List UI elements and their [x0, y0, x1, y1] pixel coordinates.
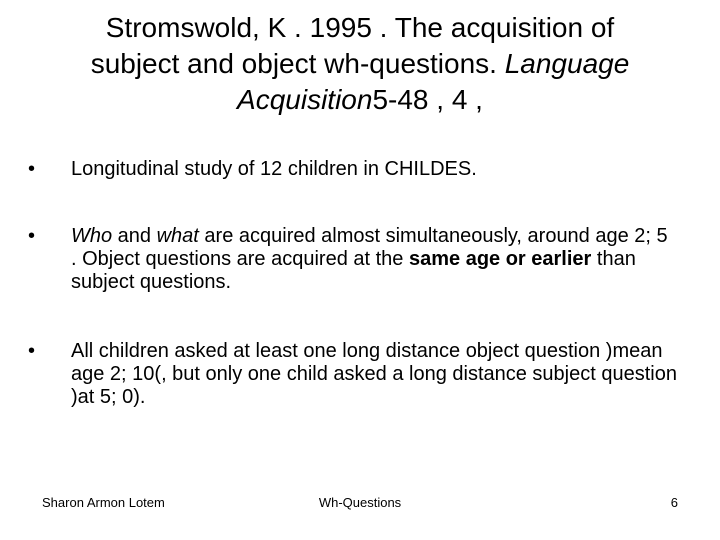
bullet-marker: • — [28, 158, 36, 180]
bullet-marker: • — [28, 225, 36, 247]
title-line-1-text: Stromswold, K . 1995 . The acquisition of — [105, 12, 615, 43]
footer-page-number: 6 — [670, 495, 678, 510]
title-citation-numbers: 5-48 , 4 , — [372, 84, 483, 115]
bullet-text-rest-1: are acquired almost simultaneously, around age 2; 5 . Object questions are acquired at the — [71, 225, 668, 270]
bullet-marker: • — [28, 340, 36, 362]
title-line-2-text: subject and object wh-questions. — [90, 48, 505, 79]
title-journal-name-cont: Acquisition — [237, 84, 373, 115]
bullet-text-rest-2: than subject questions. — [71, 248, 636, 293]
bullet-bold-phrase: same age or earlier — [408, 248, 592, 270]
title-line-3 — [20, 82, 700, 118]
footer-author: Sharon Armon Lotem — [42, 495, 165, 510]
bullet-item-long-distance — [28, 340, 678, 409]
title-journal-name: Language — [504, 48, 630, 79]
title-line-1 — [20, 10, 700, 46]
bullet-item-longitudinal — [28, 158, 678, 181]
bullet-text: Longitudinal study of 12 children in CHILDES. — [71, 158, 477, 180]
bullet-list — [28, 158, 678, 409]
title-line-2 — [20, 46, 700, 82]
bullet-item-who-what — [28, 225, 678, 294]
bullet-word-what: what — [156, 225, 199, 247]
footer-topic: Wh-Questions — [318, 495, 402, 510]
bullet-text: All children asked at least one long distance object question )mean age 2; 10(, but only one child asked a long distance subject question )at 5; 0). — [71, 340, 677, 408]
slide-title — [20, 10, 700, 118]
bullet-text-and: and — [112, 225, 157, 247]
bullet-word-who: Who — [71, 225, 113, 247]
